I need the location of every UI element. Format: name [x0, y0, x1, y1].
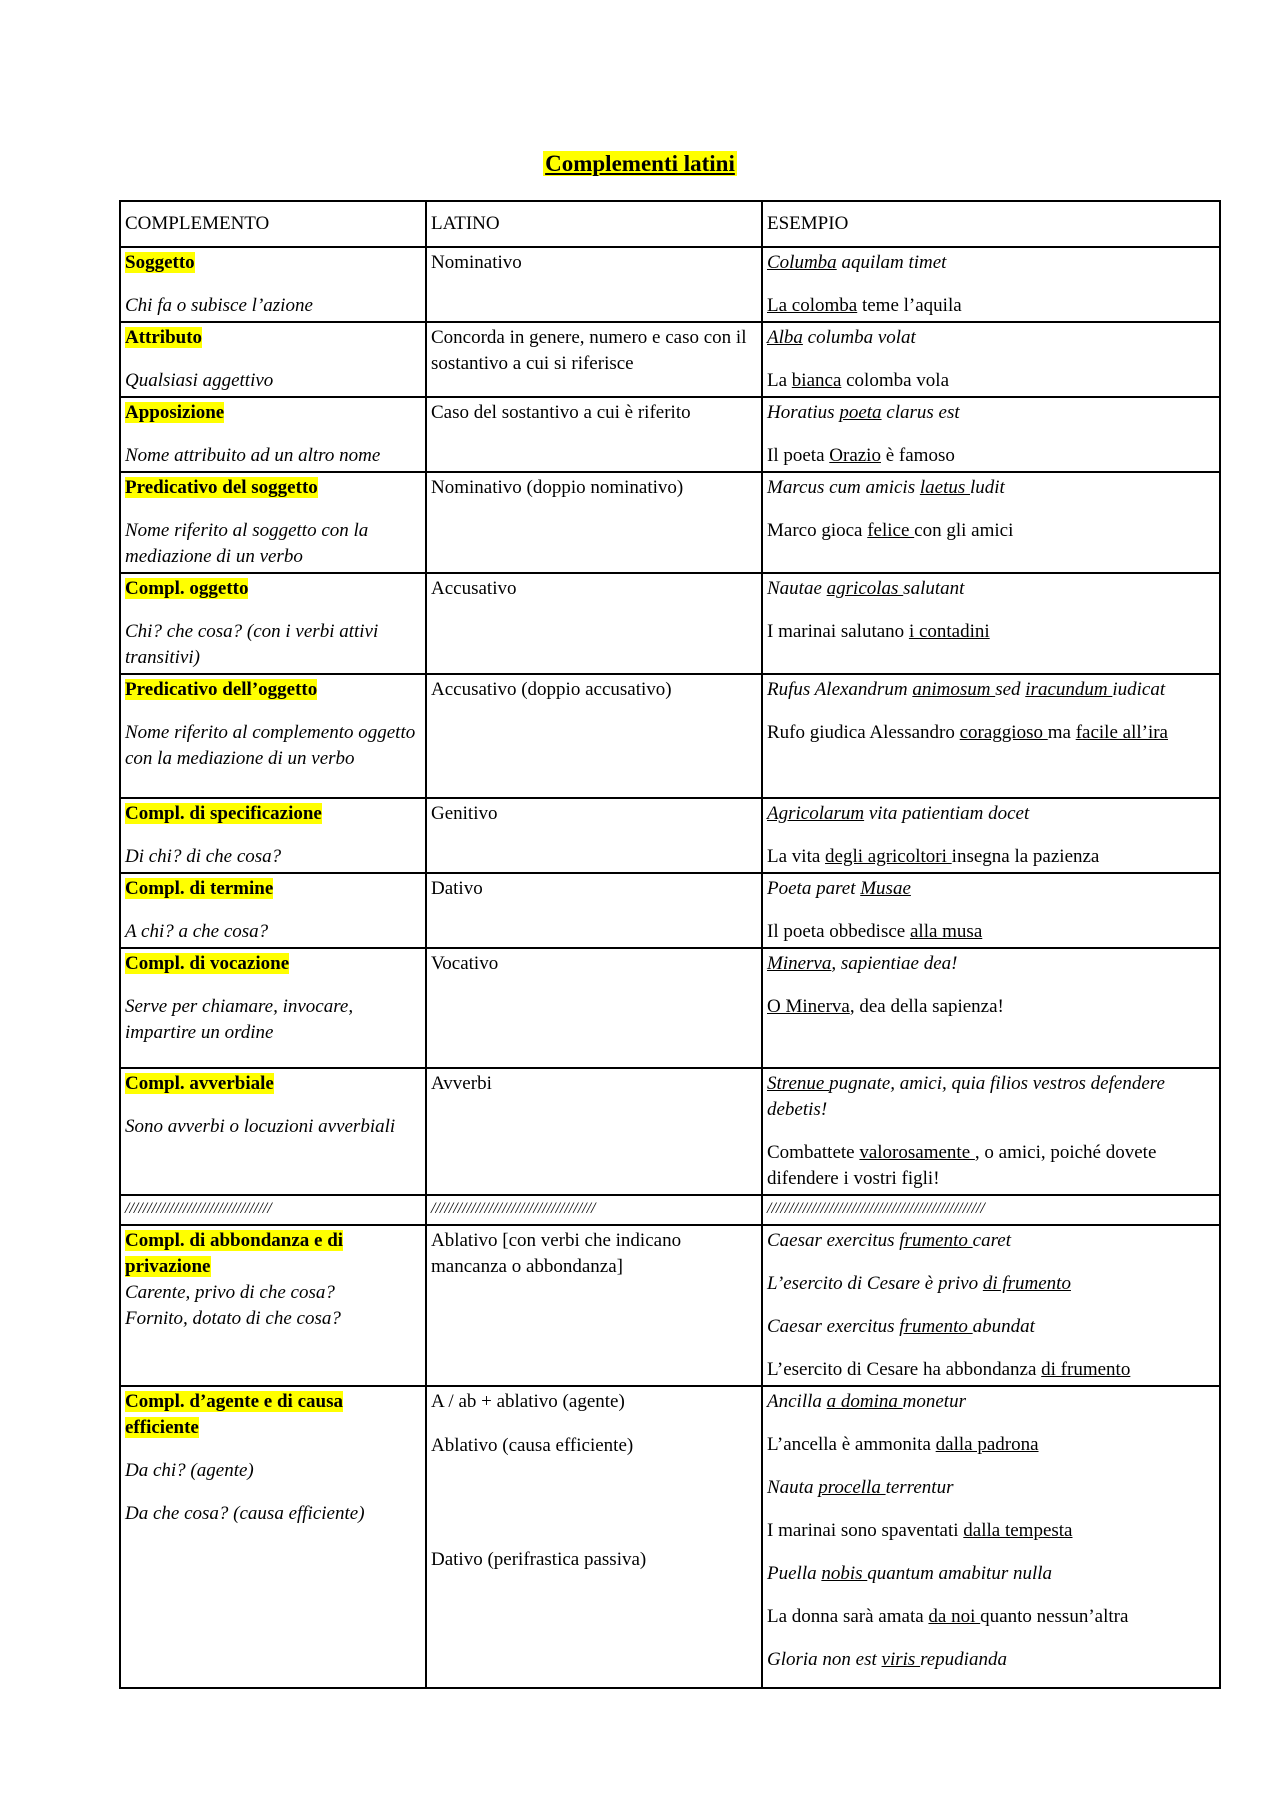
example-latin-text: Horatius [767, 402, 840, 423]
example-italian-text: è famoso [880, 445, 955, 466]
complemento-name: Predicativo dell’oggetto [125, 679, 318, 700]
complemento-name: Predicativo del soggetto [125, 477, 318, 498]
example-line [767, 1271, 1215, 1297]
example-latin-text: Poeta paret [767, 878, 861, 899]
complemento-name: Compl. avverbiale [125, 1073, 274, 1094]
complemento-cell [120, 1068, 426, 1195]
complemento-name-wrap [125, 325, 421, 351]
example-text: L’esercito di Cesare è privo [767, 1273, 983, 1294]
complemento-cell [120, 573, 426, 674]
example-italian-underlined: facile all’ira [1075, 722, 1168, 743]
example-latin-text: salutant [903, 578, 965, 599]
example-italian [767, 518, 1215, 544]
example-italian-underlined: i contadini [908, 621, 990, 642]
example-italian [767, 293, 1215, 319]
example-underlined: nobis [821, 1563, 868, 1584]
example-italian-underlined: La colomba [767, 295, 858, 316]
example-italian-underlined: valorosamente [859, 1142, 975, 1163]
example-italian [767, 368, 1215, 394]
example-latin [767, 801, 1215, 827]
example-latin-underlined: Alba [767, 327, 803, 348]
complemento-question: Di chi? di che cosa? [125, 846, 282, 867]
example-italian-underlined: degli agricoltori [825, 846, 952, 867]
example-line [767, 1604, 1215, 1630]
example-text: Caesar exercitus [767, 1230, 900, 1251]
latino-cell: Accusativo (doppio accusativo) [426, 674, 762, 798]
example-italian-text: I marinai salutano [767, 621, 909, 642]
example-latin-underlined: Minerva [767, 953, 832, 974]
example-italian-text: Il poeta [767, 445, 830, 466]
example-italian [767, 919, 1215, 945]
table-row [120, 247, 1220, 322]
example-italian-underlined: O Minerva [767, 996, 850, 1017]
table-row [120, 873, 1220, 948]
header-row [120, 201, 1220, 247]
example-text: caret [972, 1230, 1011, 1251]
table-row [120, 1225, 1220, 1386]
example-latin [767, 576, 1215, 602]
latino-cell: Vocativo [426, 948, 762, 1068]
latino-line: Dativo (perifrastica passiva) [431, 1549, 647, 1570]
separator-cell: ///////////////////////////////////// [426, 1195, 762, 1225]
table-row [120, 472, 1220, 573]
example-underlined: viris [881, 1649, 921, 1670]
example-latin-underlined: agricolas [826, 578, 904, 599]
complemento-cell [120, 1386, 426, 1688]
example-text: L’ancella è ammonita [767, 1434, 936, 1455]
example-italian-text: La vita [767, 846, 826, 867]
complemento-cell [120, 873, 426, 948]
esempio-cell [762, 798, 1220, 873]
latino-cell: Nominativo [426, 247, 762, 322]
latino-cell: Concorda in genere, numero e caso con il sostantivo a cui si riferisce [426, 322, 762, 397]
example-italian-text: teme l’aquila [857, 295, 962, 316]
example-italian [767, 1140, 1215, 1192]
example-italian-underlined: bianca [791, 370, 842, 391]
example-latin-underlined: Columba [767, 252, 837, 273]
example-text: Caesar exercitus [767, 1316, 900, 1337]
complemento-name: Compl. d’agente e di causa efficiente [125, 1391, 343, 1438]
example-underlined: di frumento [982, 1273, 1071, 1294]
complemento-question: Nome riferito al soggetto con la mediazione di un verbo [125, 520, 369, 567]
example-italian-text: , o amici, poiché dovete difendere i vostri figli! [767, 1142, 1157, 1189]
complemento-name: Compl. di termine [125, 878, 274, 899]
complemento-question: Da chi? (agente) [125, 1460, 254, 1481]
complemento-question: Carente, privo di che cosa? [125, 1282, 335, 1303]
example-italian-text: , dea della sapienza! [849, 996, 1004, 1017]
table-row [120, 322, 1220, 397]
example-italian-text: Marco gioca [767, 520, 868, 541]
example-latin [767, 951, 1215, 977]
example-underlined: procella [818, 1477, 886, 1498]
example-underlined: a domina [826, 1391, 903, 1412]
latino-cell: Avverbi [426, 1068, 762, 1195]
example-latin [767, 250, 1215, 276]
complemento-cell [120, 397, 426, 472]
complemento-question: Qualsiasi aggettivo [125, 370, 274, 391]
esempio-cell [762, 397, 1220, 472]
example-latin-text: sed [995, 679, 1026, 700]
example-latin-text: Marcus cum amicis [767, 477, 920, 498]
example-text: abundat [972, 1316, 1035, 1337]
example-latin-underlined: animosum [912, 679, 996, 700]
header-latino: LATINO [426, 201, 762, 247]
esempio-cell [762, 674, 1220, 798]
example-italian [767, 844, 1215, 870]
table-row [120, 1068, 1220, 1195]
complemento-question: Chi? che cosa? (con i verbi attivi transitivi) [125, 621, 379, 668]
example-line [767, 1475, 1215, 1501]
example-italian-text: La [767, 370, 792, 391]
example-text: repudianda [920, 1649, 1007, 1670]
example-italian-underlined: alla musa [909, 921, 983, 942]
example-latin-text: vita patientiam docet [864, 803, 1030, 824]
esempio-cell [762, 247, 1220, 322]
example-line [767, 1561, 1215, 1587]
example-text: I marinai sono spaventati [767, 1520, 964, 1541]
example-italian-text: insegna la pazienza [951, 846, 1100, 867]
complemento-name-wrap [125, 475, 421, 501]
example-italian-underlined: Orazio [829, 445, 881, 466]
example-latin-underlined: Strenue [767, 1073, 830, 1094]
esempio-cell [762, 1386, 1220, 1688]
complemento-cell [120, 798, 426, 873]
complemento-name: Compl. di specificazione [125, 803, 322, 824]
latino-cell: Nominativo (doppio nominativo) [426, 472, 762, 573]
example-latin-text: columba volat [802, 327, 916, 348]
complemento-name-wrap [125, 1228, 421, 1280]
example-italian [767, 720, 1215, 746]
latino-cell: Accusativo [426, 573, 762, 674]
example-latin-text: , sapientiae dea! [831, 953, 958, 974]
complemento-name: Compl. di vocazione [125, 953, 290, 974]
example-line [767, 1357, 1215, 1383]
latino-line: A / ab + ablativo (agente) [431, 1391, 625, 1412]
complemento-name-wrap [125, 951, 421, 977]
esempio-cell [762, 1225, 1220, 1386]
esempio-cell [762, 948, 1220, 1068]
complemento-question: Nome riferito al complemento oggetto con la mediazione di un verbo [125, 722, 416, 769]
latino-cell: Genitivo [426, 798, 762, 873]
header-esempio: ESEMPIO [762, 201, 1220, 247]
complemento-cell [120, 247, 426, 322]
complemento-name: Attributo [125, 327, 203, 348]
example-text: L’esercito di Cesare ha abbondanza [767, 1359, 1042, 1380]
example-latin-text: Rufus Alexandrum [767, 679, 913, 700]
complemento-name-wrap [125, 400, 421, 426]
example-underlined: dalla tempesta [963, 1520, 1073, 1541]
example-line [767, 1432, 1215, 1458]
table-row [120, 674, 1220, 798]
example-latin-underlined: iracundum [1025, 679, 1113, 700]
example-italian-text: colomba vola [841, 370, 950, 391]
example-text: La donna sarà amata [767, 1606, 929, 1627]
page-title: Complementi latini [545, 151, 735, 176]
latino-cell: Ablativo [con verbi che indicano mancanza o abbondanza] [426, 1225, 762, 1386]
example-italian-underlined: felice [867, 520, 915, 541]
separator-cell: ///////////////////////////////// [120, 1195, 426, 1225]
esempio-cell [762, 1068, 1220, 1195]
latino-cell: Caso del sostantivo a cui è riferito [426, 397, 762, 472]
complemento-cell [120, 1225, 426, 1386]
example-italian-text: con gli amici [914, 520, 1014, 541]
complemento-question: Da che cosa? (causa efficiente) [125, 1503, 365, 1524]
example-text: Nauta [767, 1477, 819, 1498]
latino-line: Ablativo (causa efficiente) [431, 1435, 634, 1456]
example-underlined: frumento [899, 1230, 973, 1251]
separator-row [120, 1195, 1220, 1225]
complemento-question: Nome attribuito ad un altro nome [125, 445, 381, 466]
example-line [767, 1228, 1215, 1254]
example-underlined: da noi [928, 1606, 981, 1627]
complemento-cell [120, 322, 426, 397]
example-latin-text: Nautae [767, 578, 827, 599]
complemento-name-wrap [125, 1071, 421, 1097]
esempio-cell [762, 322, 1220, 397]
example-line [767, 1314, 1215, 1340]
example-text: terrentur [885, 1477, 954, 1498]
table-row [120, 798, 1220, 873]
example-latin-underlined: Musae [860, 878, 911, 899]
example-italian-underlined: coraggioso [959, 722, 1048, 743]
example-italian-text: Il poeta obbedisce [767, 921, 910, 942]
example-latin [767, 876, 1215, 902]
example-latin [767, 325, 1215, 351]
complemento-name-wrap [125, 876, 421, 902]
complemento-name-wrap [125, 801, 421, 827]
complemento-name: Compl. di abbondanza e di privazione [125, 1230, 344, 1277]
table-row [120, 573, 1220, 674]
complemento-name-wrap [125, 677, 421, 703]
example-underlined: dalla padrona [935, 1434, 1039, 1455]
example-italian-text: Combattete [767, 1142, 860, 1163]
esempio-cell [762, 472, 1220, 573]
example-text: quanto nessun’altra [980, 1606, 1129, 1627]
example-latin-text: aquilam timet [836, 252, 947, 273]
example-latin-text: clarus est [881, 402, 960, 423]
example-italian [767, 443, 1215, 469]
complemento-question: Serve per chiamare, invocare, impartire un ordine [125, 996, 354, 1043]
example-latin [767, 475, 1215, 501]
complemento-question: Chi fa o subisce l’azione [125, 295, 313, 316]
latino-cell [426, 1386, 762, 1688]
example-latin-underlined: laetus [919, 477, 970, 498]
example-underlined: frumento [899, 1316, 973, 1337]
example-latin [767, 400, 1215, 426]
example-line [767, 1389, 1215, 1415]
esempio-cell [762, 573, 1220, 674]
example-latin-underlined: poeta [839, 402, 882, 423]
complemento-name: Soggetto [125, 252, 195, 273]
complemento-question: Sono avverbi o locuzioni avverbiali [125, 1116, 396, 1137]
example-underlined: di frumento [1041, 1359, 1131, 1380]
complemento-cell [120, 472, 426, 573]
complemento-cell [120, 948, 426, 1068]
example-latin [767, 1071, 1215, 1123]
example-latin-text: iudicat [1112, 679, 1166, 700]
complemento-name-wrap [125, 576, 421, 602]
example-latin-text: pugnate, amici, quia filios vestros defendere debetis! [767, 1073, 1165, 1120]
example-text: Ancilla [767, 1391, 827, 1412]
complemento-name-wrap [125, 1389, 421, 1441]
example-latin-underlined: Agricolarum [767, 803, 865, 824]
example-latin [767, 677, 1215, 703]
table-row [120, 948, 1220, 1068]
example-line [767, 1518, 1215, 1544]
example-italian-text: ma [1047, 722, 1076, 743]
example-italian [767, 619, 1215, 645]
example-text: Puella [767, 1563, 822, 1584]
example-italian [767, 994, 1215, 1020]
example-text: quantum amabitur nulla [867, 1563, 1053, 1584]
example-latin-text: ludit [970, 477, 1005, 498]
table-row [120, 397, 1220, 472]
complemento-name: Compl. oggetto [125, 578, 249, 599]
example-italian-text: Rufo giudica Alessandro [767, 722, 960, 743]
esempio-cell [762, 873, 1220, 948]
header-complemento: COMPLEMENTO [120, 201, 426, 247]
complemento-name: Apposizione [125, 402, 225, 423]
separator-cell: ///////////////////////////////////////////////// [762, 1195, 1220, 1225]
complementi-table [119, 200, 1221, 1689]
complemento-cell [120, 674, 426, 798]
example-line [767, 1647, 1215, 1673]
complemento-question: Fornito, dotato di che cosa? [125, 1308, 341, 1329]
complemento-question: A chi? a che cosa? [125, 921, 269, 942]
complemento-name-wrap [125, 250, 421, 276]
table-row [120, 1386, 1220, 1688]
example-text: Gloria non est [767, 1649, 882, 1670]
latino-cell: Dativo [426, 873, 762, 948]
example-text: monetur [902, 1391, 966, 1412]
